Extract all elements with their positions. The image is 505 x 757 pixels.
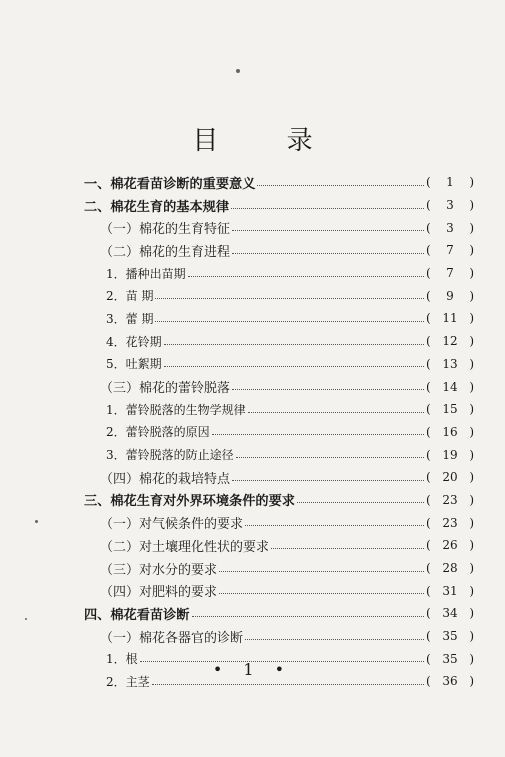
toc-entry: [84, 307, 474, 330]
toc-page-number: 23: [442, 515, 458, 530]
toc-entry-label: 5．吐絮期: [106, 357, 162, 372]
toc-page-ref: [426, 425, 474, 439]
toc-entry: [84, 443, 474, 466]
left-paren: (: [426, 674, 431, 689]
toc-entry: [84, 375, 474, 398]
left-paren: (: [426, 198, 431, 213]
toc-page-number: 31: [442, 583, 458, 598]
toc-entry: [84, 602, 474, 625]
right-paren: ): [469, 538, 474, 553]
left-paren: (: [426, 266, 431, 281]
toc-entry: [84, 466, 474, 489]
dot-leader: [188, 276, 424, 277]
left-paren: (: [426, 447, 431, 462]
toc-entry-label: （三）对水分的要求: [100, 562, 218, 578]
toc-entry-label: 3．蕾铃脱落的防止途径: [106, 448, 234, 463]
toc-entry: [84, 534, 474, 557]
toc-page-ref: [426, 357, 474, 371]
toc-page-number: 26: [442, 538, 458, 553]
toc-page-number: 15: [442, 402, 458, 417]
dot-leader: [236, 457, 424, 458]
toc-entry: [84, 511, 474, 534]
right-paren: ): [469, 492, 474, 507]
toc-entry-label: 3．蕾 期: [106, 311, 154, 326]
right-paren: ): [469, 379, 474, 394]
right-paren: ): [469, 606, 474, 621]
toc-page-ref: [426, 584, 474, 598]
right-paren: ): [469, 175, 474, 190]
page-number: • 1 •: [212, 660, 293, 679]
toc-page-number: 9: [446, 288, 454, 303]
right-paren: ): [469, 651, 474, 666]
dot-leader: [212, 434, 424, 435]
dot-leader: [231, 208, 424, 209]
toc-page-ref: [426, 402, 474, 416]
right-paren: ): [469, 198, 474, 213]
toc-entry-label: （二）棉花的生育进程: [100, 244, 231, 260]
toc-page-number: 12: [442, 334, 458, 349]
toc-entry-label: 2．苗 期: [106, 289, 154, 304]
dot-leader: [232, 480, 424, 481]
dot-leader: [192, 616, 425, 617]
dot-leader: [164, 344, 424, 345]
left-paren: (: [426, 651, 431, 666]
toc-page-number: 1: [446, 175, 454, 190]
toc-entry: [84, 239, 474, 262]
toc-entry-label: 三、棉花生育对外界环境条件的要求: [84, 494, 295, 510]
toc-page-ref: [426, 629, 474, 643]
left-paren: (: [426, 583, 431, 598]
toc-entry: [84, 330, 474, 353]
toc-page-ref: [426, 380, 474, 394]
toc-entry: [84, 421, 474, 444]
left-paren: (: [426, 402, 431, 417]
right-paren: ): [469, 561, 474, 576]
toc-page-ref: [426, 334, 474, 348]
right-paren: ): [469, 629, 474, 644]
right-paren: ): [469, 583, 474, 598]
right-paren: ): [469, 266, 474, 281]
toc-entry: [84, 353, 474, 376]
dot-leader: [155, 298, 424, 299]
toc-entry: [84, 284, 474, 307]
left-paren: (: [426, 288, 431, 303]
left-paren: (: [426, 379, 431, 394]
left-paren: (: [426, 470, 431, 485]
toc-page-ref: [426, 289, 474, 303]
toc-entry: [84, 625, 474, 648]
toc-entry-label: 2．蕾铃脱落的原因: [106, 425, 210, 440]
left-paren: (: [426, 311, 431, 326]
print-speck: [25, 618, 27, 620]
dot-leader: [164, 366, 424, 367]
toc-entry: [84, 557, 474, 580]
dot-leader: [257, 185, 424, 186]
toc-entry-label: （三）棉花的蕾铃脱落: [100, 381, 231, 397]
left-paren: (: [426, 561, 431, 576]
toc-page-ref: [426, 516, 474, 530]
toc-entry-label: （一）棉花的生育特征: [100, 222, 231, 238]
toc-page-number: 36: [442, 674, 458, 689]
left-paren: (: [426, 356, 431, 371]
left-paren: (: [426, 606, 431, 621]
toc-page-number: 7: [446, 266, 454, 281]
toc-entry-label: 二、棉花生育的基本规律: [84, 199, 230, 215]
dot-leader: [232, 253, 424, 254]
page-title: 目 录: [192, 126, 343, 156]
toc-page-ref: [426, 606, 474, 620]
toc-page-number: 3: [446, 220, 454, 235]
toc-entry: [84, 171, 474, 194]
print-speck: [236, 69, 240, 73]
toc-page-number: 28: [442, 561, 458, 576]
toc-entry: [84, 579, 474, 602]
right-paren: ): [469, 402, 474, 417]
toc-entry: [84, 216, 474, 239]
toc-page-number: 16: [442, 424, 458, 439]
print-speck: [35, 520, 38, 523]
toc-entry: [84, 398, 474, 421]
right-paren: ): [469, 288, 474, 303]
toc-entry-label: 四、棉花看苗诊断: [84, 607, 190, 623]
toc-entry-label: （二）对土壤理化性状的要求: [100, 539, 270, 555]
left-paren: (: [426, 492, 431, 507]
right-paren: ): [469, 470, 474, 485]
toc-entry-label: 1．根: [106, 652, 138, 667]
toc-page-ref: [426, 198, 474, 212]
toc-page-ref: [426, 266, 474, 280]
toc-page-ref: [426, 243, 474, 257]
dot-leader: [297, 502, 424, 503]
left-paren: (: [426, 629, 431, 644]
toc-entry-label: （四）棉花的栽培特点: [100, 471, 231, 487]
dot-leader: [271, 548, 424, 549]
right-paren: ): [469, 447, 474, 462]
toc-entry: [84, 262, 474, 285]
toc-page-ref: [426, 448, 474, 462]
toc-entry: [84, 489, 474, 512]
toc-page-ref: [426, 561, 474, 575]
toc-page-ref: [426, 221, 474, 235]
toc-page-number: 34: [442, 606, 458, 621]
toc-entry-label: 2．主茎: [106, 674, 150, 689]
toc-page-ref: [426, 538, 474, 552]
toc-page-number: 35: [442, 651, 458, 666]
toc-entry-label: （一）棉花各器官的诊断: [100, 630, 244, 646]
left-paren: (: [426, 220, 431, 235]
toc-page-number: 11: [442, 311, 458, 326]
toc-page-number: 14: [442, 379, 458, 394]
left-paren: (: [426, 515, 431, 530]
toc-page-number: 3: [446, 198, 454, 213]
right-paren: ): [469, 424, 474, 439]
toc-page-ref: [426, 311, 474, 325]
dot-leader: [152, 684, 424, 685]
toc-page-number: 23: [442, 492, 458, 507]
right-paren: ): [469, 220, 474, 235]
toc-page-number: 20: [442, 470, 458, 485]
left-paren: (: [426, 424, 431, 439]
right-paren: ): [469, 334, 474, 349]
toc-page-ref: [426, 493, 474, 507]
toc-entry-label: （四）对肥料的要求: [100, 585, 218, 601]
toc-entry-label: 一、棉花看苗诊断的重要意义: [84, 176, 256, 192]
toc-page-ref: [426, 175, 474, 189]
right-paren: ): [469, 356, 474, 371]
toc-page-number: 35: [442, 629, 458, 644]
right-paren: ): [469, 515, 474, 530]
toc-entry: [84, 194, 474, 217]
dot-leader: [245, 525, 424, 526]
toc-page-number: 19: [442, 447, 458, 462]
toc-entry-label: 4．花铃期: [106, 334, 162, 349]
left-paren: (: [426, 243, 431, 258]
dot-leader: [219, 571, 424, 572]
right-paren: ): [469, 311, 474, 326]
toc-entry-label: （一）对气候条件的要求: [100, 517, 244, 533]
dot-leader: [248, 412, 424, 413]
dot-leader: [245, 639, 424, 640]
toc-page-number: 13: [442, 356, 458, 371]
right-paren: ): [469, 674, 474, 689]
left-paren: (: [426, 175, 431, 190]
table-of-contents: [84, 171, 474, 693]
dot-leader: [219, 593, 424, 594]
dot-leader: [232, 230, 424, 231]
toc-page-ref: [426, 470, 474, 484]
dot-leader: [155, 321, 424, 322]
left-paren: (: [426, 334, 431, 349]
right-paren: ): [469, 243, 474, 258]
left-paren: (: [426, 538, 431, 553]
toc-page-number: 7: [446, 243, 454, 258]
dot-leader: [232, 389, 424, 390]
toc-entry-label: 1．播种出苗期: [106, 266, 186, 281]
toc-entry-label: 1．蕾铃脱落的生物学规律: [106, 402, 246, 417]
